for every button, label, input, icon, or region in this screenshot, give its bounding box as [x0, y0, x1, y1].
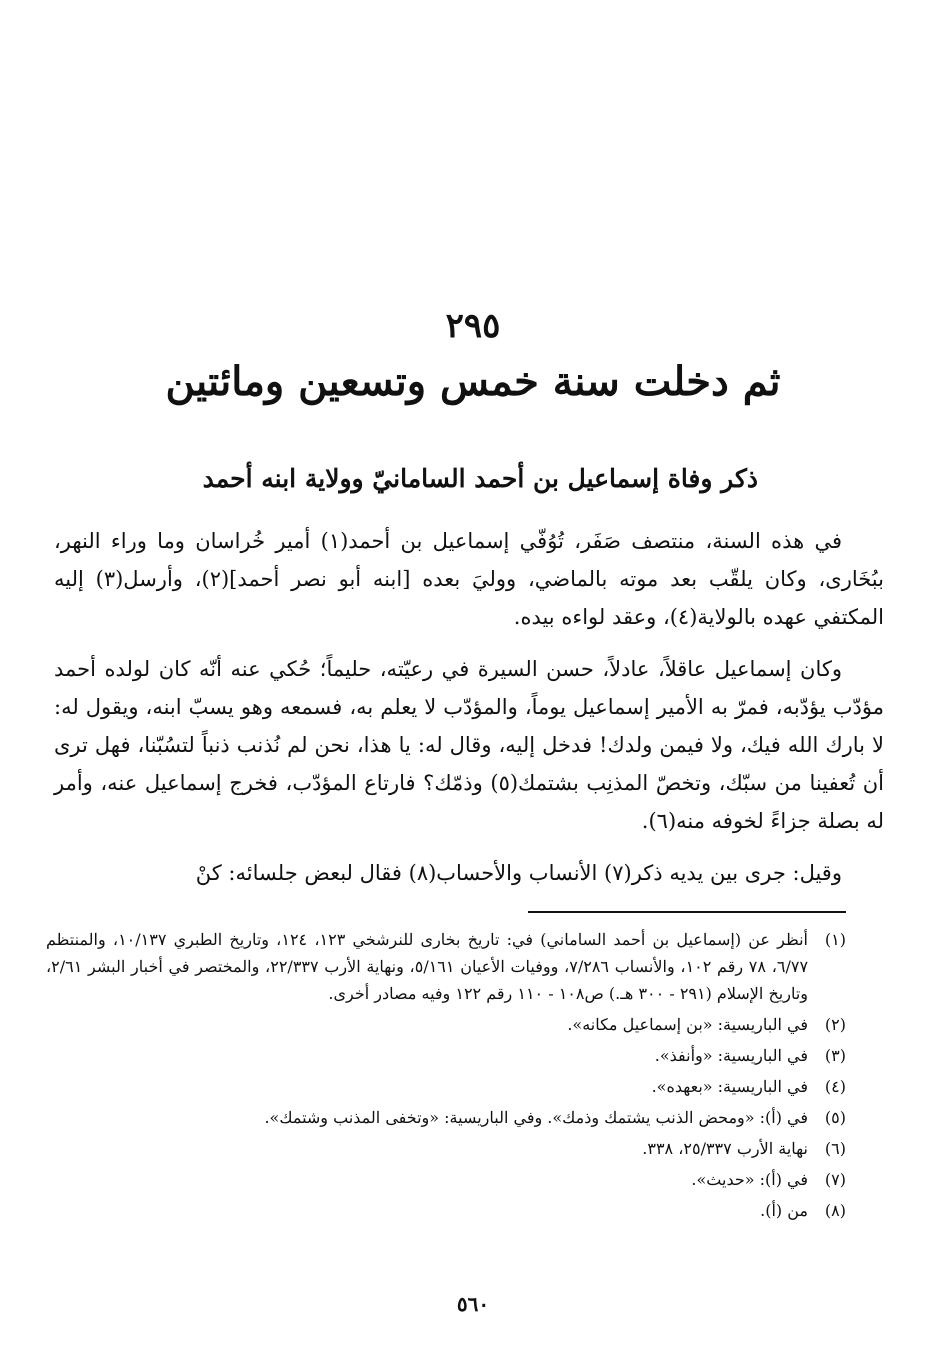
footnote	[46, 1104, 846, 1131]
footnote-number: (٦)	[824, 1139, 846, 1158]
footnote-number: (٢)	[824, 1015, 846, 1034]
footnote-text: من (أ).	[760, 1201, 808, 1220]
paragraph: وكان إسماعيل عاقلاً، عادلاً، حسن السيرة في رعيّته، حليماً؛ حُكي عنه أنّه كان لولده أحمد مؤدّب يؤدّبه، فمرّ به الأمير إسماعيل يوماً، والمؤدّب لا يعلم به، فسمعه وهو يسبّ ابنه، ويقول له: لا بارك الله فيك، ولا فيمن ولدك! فدخل إليه، وقال له: يا هذا، نحن لم نُذنب ذنباً لتسُبّنا، فهل ترى أن تُعفينا من سبّك، وتخصّ المذنِب بشتمك(٥) وذمّك؟ فارتاع المؤدّب، فخرج إسماعيل عنه، وأمر له بصلة جزاءً لخوفه منه(٦).	[54, 657, 885, 833]
footnote	[46, 1166, 846, 1193]
footnote-divider	[528, 911, 846, 913]
footnote-number: (٥)	[824, 1108, 846, 1127]
footnote-text: في الباريسية: «وأنفذ».	[654, 1046, 808, 1065]
paragraph: وقيل: جرى بين يديه ذكر(٧) الأنساب والأحساب(٨) فقال لبعض جلسائه: كنْ	[195, 861, 842, 885]
footnote-text: أنظر عن (إسماعيل بن أحمد الساماني) في: تاريخ بخارى للنرشخي ١٢٣، ١٢٤، وتاريخ الطبري ١٠/١٣٧، والمنتظم ٦/٧٧، ٧٨ رقم ١٠٢، والأنساب ٧/٢٨٦، ووفيات الأعيان ٥/١٦١، ونهاية الأرب ٢٢/٣٣٧، والمختصر في أخبار البشر ٢/٦١، وتاريخ الإسلام (٢٩١ - ٣٠٠ هـ.) ص١٠٨ - ١١٠ رقم ١٢٢ وفيه مصادر أخرى.	[46, 930, 809, 1003]
footnote-number: (٧)	[824, 1170, 846, 1189]
footnote	[46, 926, 846, 1007]
footnote-number: (١)	[824, 930, 846, 949]
page-number: ٥٦٠	[456, 1292, 490, 1316]
footnote-text: في الباريسية: «بن إسماعيل مكانه».	[567, 1015, 808, 1034]
footnote	[46, 1011, 846, 1038]
footnote-text: في الباريسية: «بعهده».	[651, 1077, 808, 1096]
footnote	[46, 1042, 846, 1069]
footnotes	[46, 926, 846, 1228]
footnote-number: (٣)	[824, 1046, 846, 1065]
footnote-number: (٨)	[824, 1201, 846, 1220]
footnote	[46, 1197, 846, 1224]
section-heading: ذكر وفاة إسماعيل بن أحمد السامانيّ وولاية ابنه أحمد	[202, 464, 758, 493]
footnote-text: في (أ): «حديث».	[691, 1170, 808, 1189]
footnote-text: نهاية الأرب ٢٥/٣٣٧، ٣٣٨.	[642, 1139, 808, 1158]
footnote	[46, 1135, 846, 1162]
body-text	[54, 522, 884, 906]
footnote	[46, 1073, 846, 1100]
year-number: ٢٩٥	[445, 306, 501, 346]
footnote-number: (٤)	[824, 1077, 846, 1096]
footnote-text: في (أ): «ومحض الذنب يشتمك وذمك». وفي الباريسية: «وتخفى المذنب وشتمك».	[264, 1108, 808, 1127]
paragraph: في هذه السنة، منتصف صَفَر، تُوُفّي إسماعيل بن أحمد(١) أمير خُراسان وما وراء النهر، ببُخَارى، وكان يلقّب بعد موته بالماضي، ووليَ بعده [ابنه أبو نصر أحمد](٢)، وأرسل(٣) إليه المكتفي عهده بالولاية(٤)، وعقد لواءه بيده.	[54, 529, 884, 629]
year-title: ثم دخلت سنة خمس وتسعين ومائتين	[165, 358, 781, 405]
